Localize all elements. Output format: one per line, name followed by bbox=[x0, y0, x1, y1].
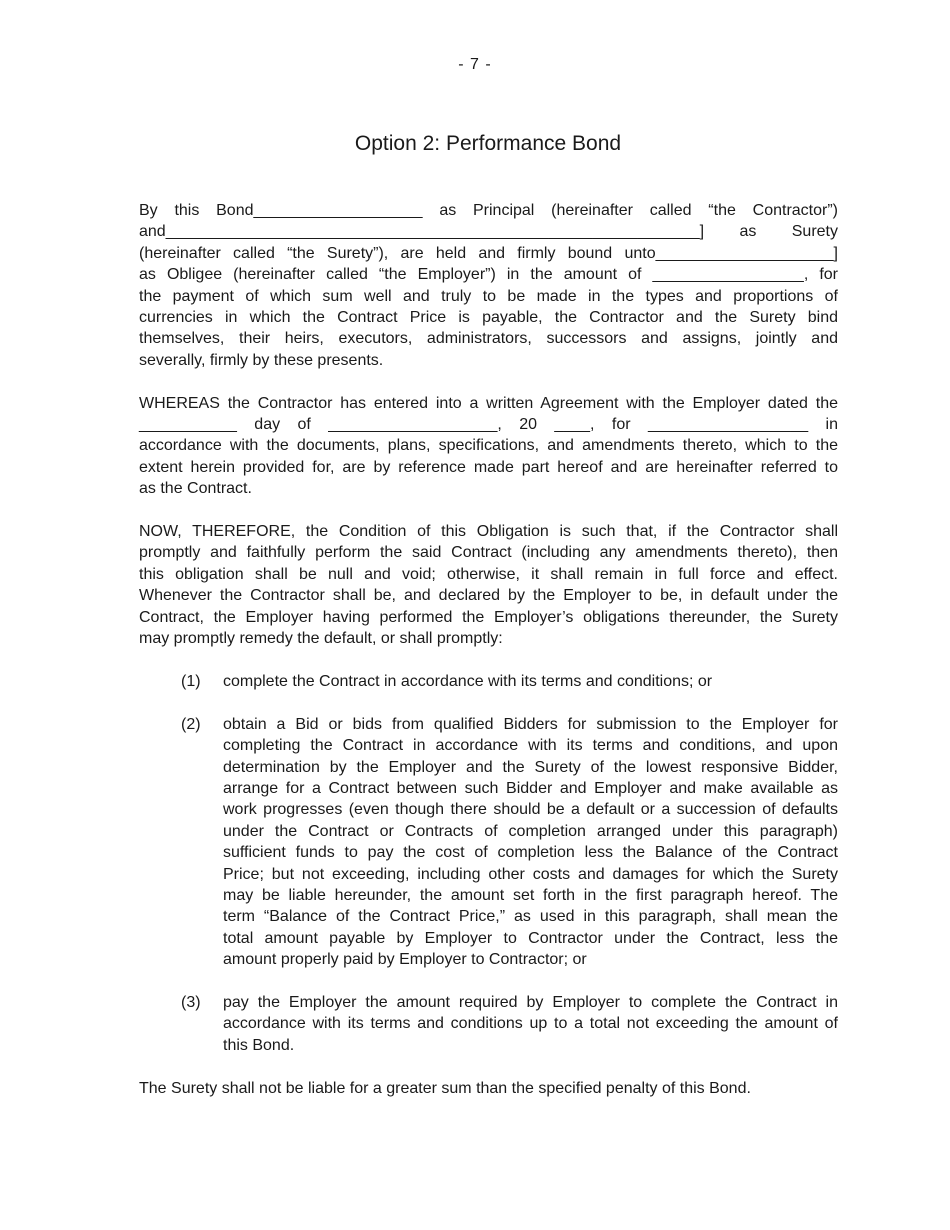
text-line: amount properly paid by Employer to Contractor; or bbox=[223, 951, 587, 969]
paragraph-bond-parties bbox=[139, 200, 838, 371]
list-number: (2) bbox=[181, 715, 201, 733]
paragraph-whereas bbox=[139, 393, 838, 500]
text-line: the payment of which sum well and truly to be made in the types and proportions of bbox=[139, 287, 838, 305]
text-line: NOW, THEREFORE, the Condition of this Obligation is such that, if the Contractor shall bbox=[139, 523, 838, 541]
text-line: may be liable hereunder, the amount set forth in the first paragraph hereof. The bbox=[223, 886, 838, 904]
text-line: Price; but not exceeding, including other costs and damages for which the Surety bbox=[223, 865, 838, 883]
text-line: sufficient funds to pay the cost of completion less the Balance of the Contract bbox=[223, 844, 838, 862]
text-line: term “Balance of the Contract Price,” as used in this paragraph, shall mean the bbox=[223, 908, 838, 926]
text-line: accordance with the documents, plans, specifications, and amendments thereto, which to the bbox=[139, 437, 838, 455]
text-line: this Bond. bbox=[223, 1036, 295, 1054]
page-title: Option 2: Performance Bond bbox=[354, 132, 622, 155]
text-line: By this Bond___________________ as Principal (hereinafter called “the Contractor”) bbox=[139, 202, 838, 219]
text-line: as the Contract. bbox=[139, 480, 252, 498]
text-line: pay the Employer the amount required by Employer to complete the Contract in bbox=[223, 993, 838, 1011]
text-line: themselves, their heirs, executors, administrators, successors and assigns, jointly and bbox=[139, 330, 838, 348]
text-line: work progresses (even though there should be a default or a succession of defaults bbox=[223, 801, 838, 819]
text-line: complete the Contract in accordance with its terms and conditions; or bbox=[223, 672, 713, 690]
text-line: and____________________________________________________________] as Surety bbox=[139, 223, 838, 241]
text-line: severally, firmly by these presents. bbox=[139, 351, 384, 369]
page-number: - 7 - bbox=[458, 56, 492, 73]
paragraph-now-therefore bbox=[139, 521, 838, 649]
text-line: accordance with its terms and conditions up to a total not exceeding the amount of bbox=[223, 1015, 838, 1033]
list-number: (3) bbox=[181, 993, 201, 1011]
text-line: currencies in which the Contract Price is payable, the Contractor and the Surety bind bbox=[139, 309, 838, 327]
text-line: arrange for a Contract between such Bidder and Employer and make available as bbox=[223, 779, 838, 797]
text-line: may promptly remedy the default, or shall promptly: bbox=[139, 630, 503, 648]
text-line: completing the Contract in accordance with its terms and conditions, and upon bbox=[223, 737, 838, 755]
text-line: extent herein provided for, are by reference made part hereof and are hereinafter referred to bbox=[139, 458, 838, 476]
list-item-2 bbox=[139, 714, 838, 971]
list-item-1 bbox=[139, 671, 838, 692]
text-line: promptly and faithfully perform the said Contract (including any amendments thereto), then bbox=[139, 544, 838, 562]
document-body bbox=[139, 200, 838, 1120]
list-item-3 bbox=[139, 992, 838, 1056]
text-line: total amount payable by Employer to Contractor under the Contract, less the bbox=[223, 929, 838, 947]
text-line: as Obligee (hereinafter called “the Employer”) in the amount of _________________, for bbox=[139, 266, 838, 284]
closing-statement: The Surety shall not be liable for a greater sum than the specified penalty of this Bond. bbox=[139, 1079, 751, 1097]
text-line: Whenever the Contractor shall be, and declared by the Employer to be, in default under the bbox=[139, 587, 838, 605]
text-line: obtain a Bid or bids from qualified Bidders for submission to the Employer for bbox=[223, 715, 838, 733]
text-line: (hereinafter called “the Surety”), are held and firmly bound unto____________________] bbox=[139, 244, 838, 262]
text-line: under the Contract or Contracts of completion arranged under this paragraph) bbox=[223, 822, 838, 840]
list-number: (1) bbox=[181, 672, 201, 690]
text-line: ___________ day of ___________________, 20 ____, for __________________ in bbox=[139, 416, 838, 434]
text-line: Contract, the Employer having performed the Employer’s obligations thereunder, the Surety bbox=[139, 608, 838, 626]
text-line: WHEREAS the Contractor has entered into a written Agreement with the Employer dated the bbox=[139, 394, 838, 412]
text-line: determination by the Employer and the Surety of the lowest responsive Bidder, bbox=[223, 758, 838, 776]
text-line: this obligation shall be null and void; otherwise, it shall remain in full force and effect. bbox=[139, 565, 838, 583]
